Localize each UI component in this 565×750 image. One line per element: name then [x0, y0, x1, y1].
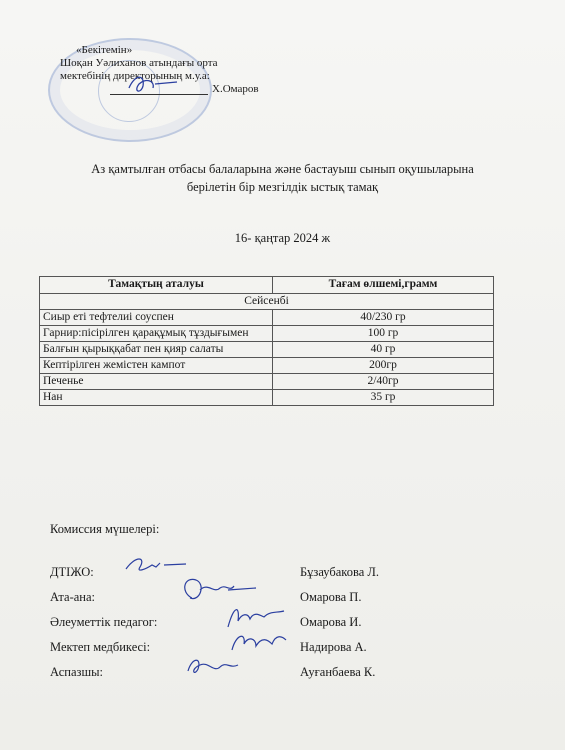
member-name: Бұзаубакова Л. [300, 565, 379, 579]
member-role: ДТІЖО: [50, 565, 94, 579]
menu-table [39, 276, 494, 406]
list-item [50, 565, 510, 590]
header-food-name: Тамақтың аталуы [40, 277, 273, 294]
member-role: Ата-ана: [50, 590, 95, 604]
member-role: Мектеп медбикесі: [50, 640, 151, 654]
header-portion: Тағам өлшемі,грамм [273, 277, 494, 294]
portion-cell: 40/230 гр [273, 310, 494, 326]
table-row [40, 310, 494, 326]
title-line-2: берілетін бір мезгілдік ыстық тамақ [186, 180, 379, 194]
member-name: Надирова А. [300, 640, 367, 654]
title-line-1: Аз қамтылған отбасы балаларына және бастауыш сынып оқушыларына [91, 162, 474, 176]
portion-cell: 40 гр [273, 342, 494, 358]
approval-heading: «Бекітемін» [76, 44, 133, 56]
portion-cell: 2/40гр [273, 374, 494, 390]
approval-position: мектебінің директорының м.у.а: [60, 70, 210, 82]
commission-members [50, 565, 510, 690]
portion-cell: 35 гр [273, 390, 494, 406]
signature-icon [182, 653, 242, 681]
portion-cell: 100 гр [273, 326, 494, 342]
approval-school: Шоқан Уәлиханов атындағы орта [60, 57, 218, 69]
food-name-cell: Печенье [40, 374, 273, 390]
food-name-cell: Нан [40, 390, 273, 406]
table-row [40, 358, 494, 374]
food-name-cell: Балғын қырыққабат пен қияр салаты [40, 342, 273, 358]
table-header-row [40, 277, 494, 294]
member-name: Омарова И. [300, 615, 362, 629]
table-row [40, 390, 494, 406]
director-signature-icon [125, 70, 185, 98]
document-title [30, 160, 535, 196]
member-role: Әлеуметтік педагог: [50, 615, 158, 629]
table-row [40, 374, 494, 390]
director-name: Х.Омаров [212, 83, 259, 95]
member-role: Аспазшы: [50, 665, 103, 679]
day-row [40, 294, 494, 310]
member-name: Ауғанбаева К. [300, 665, 376, 679]
list-item [50, 665, 510, 690]
document-date: 16- қаңтар 2024 ж [234, 231, 331, 245]
food-name-cell: Сиыр еті тефтелиі соуспен [40, 310, 273, 326]
portion-cell: 200гр [273, 358, 494, 374]
table-row [40, 342, 494, 358]
day-label: Сейсенбі [40, 294, 494, 310]
food-name-cell: Кептірілген жемістен кампот [40, 358, 273, 374]
food-name-cell: Гарнир:пісірілген қарақұмық тұздығымен [40, 326, 273, 342]
table-row [40, 326, 494, 342]
member-name: Омарова П. [300, 590, 362, 604]
commission-title: Комиссия мүшелері: [50, 522, 160, 536]
list-item [50, 640, 510, 665]
